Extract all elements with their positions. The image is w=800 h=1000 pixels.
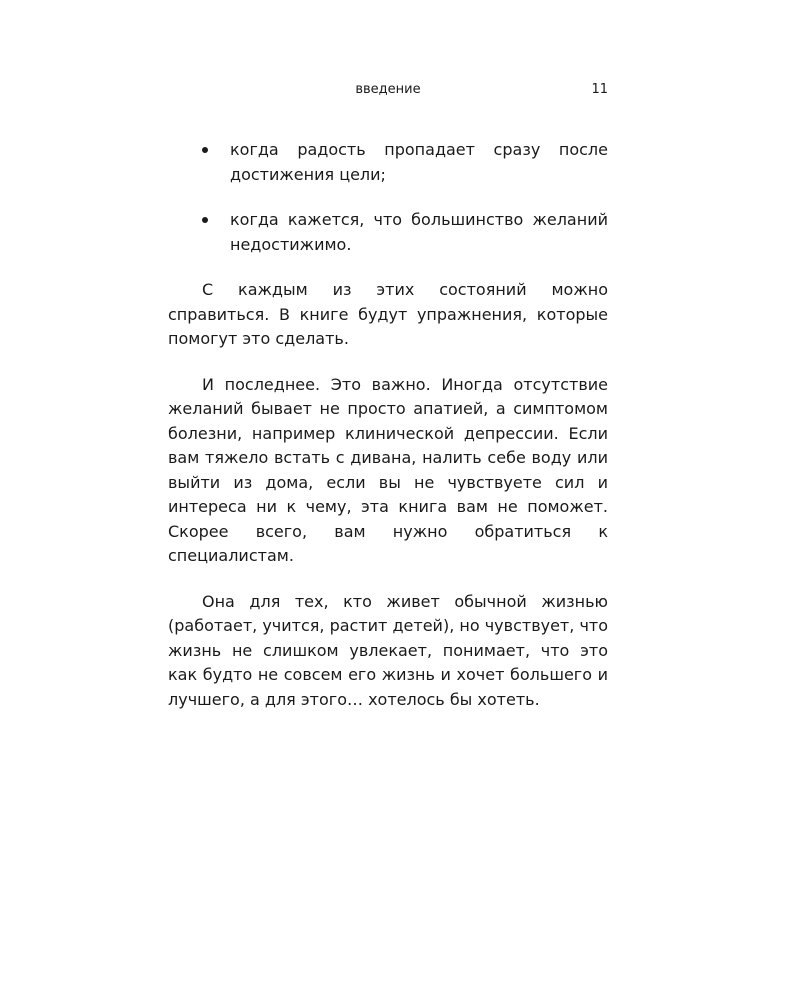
bullet-text: когда кажется, что большинство желаний недостижимо. <box>230 210 608 254</box>
bullet-list <box>168 138 608 257</box>
bullet-item <box>168 208 608 257</box>
paragraph: И последнее. Это важно. Иногда отсутствие желаний бывает не просто апатией, а симптомом болезни, например клинической депрессии. Если вам тяжело встать с дивана, налить себе воду или выйти из дома, если вы не чувствуете сил и интереса ни к чему, эта книга вам не поможет. Скорее всего, вам нужно обратиться к специалистам. <box>168 374 608 565</box>
bullet-text: когда радость пропадает сразу после достижения цели; <box>230 140 608 184</box>
running-title: введение <box>355 82 421 97</box>
bullet-item <box>168 138 608 187</box>
paragraph: Она для тех, кто живет обычной жизнью (работает, учится, растит детей), но чувствует, что жизнь не слишком увлекает, понимает, что это как будто не совсем его жизнь и хочет большего и лучшего, а для этого… хотелось бы хотеть. <box>168 591 608 709</box>
running-header <box>168 82 608 102</box>
bullet-dot-icon <box>202 147 208 153</box>
page-number: 11 <box>591 82 608 97</box>
paragraph: С каждым из этих состояний можно справиться. В книге будут упражнения, которые помогут это сделать. <box>168 280 608 348</box>
bullet-dot-icon <box>202 217 208 223</box>
body-text <box>168 138 608 733</box>
